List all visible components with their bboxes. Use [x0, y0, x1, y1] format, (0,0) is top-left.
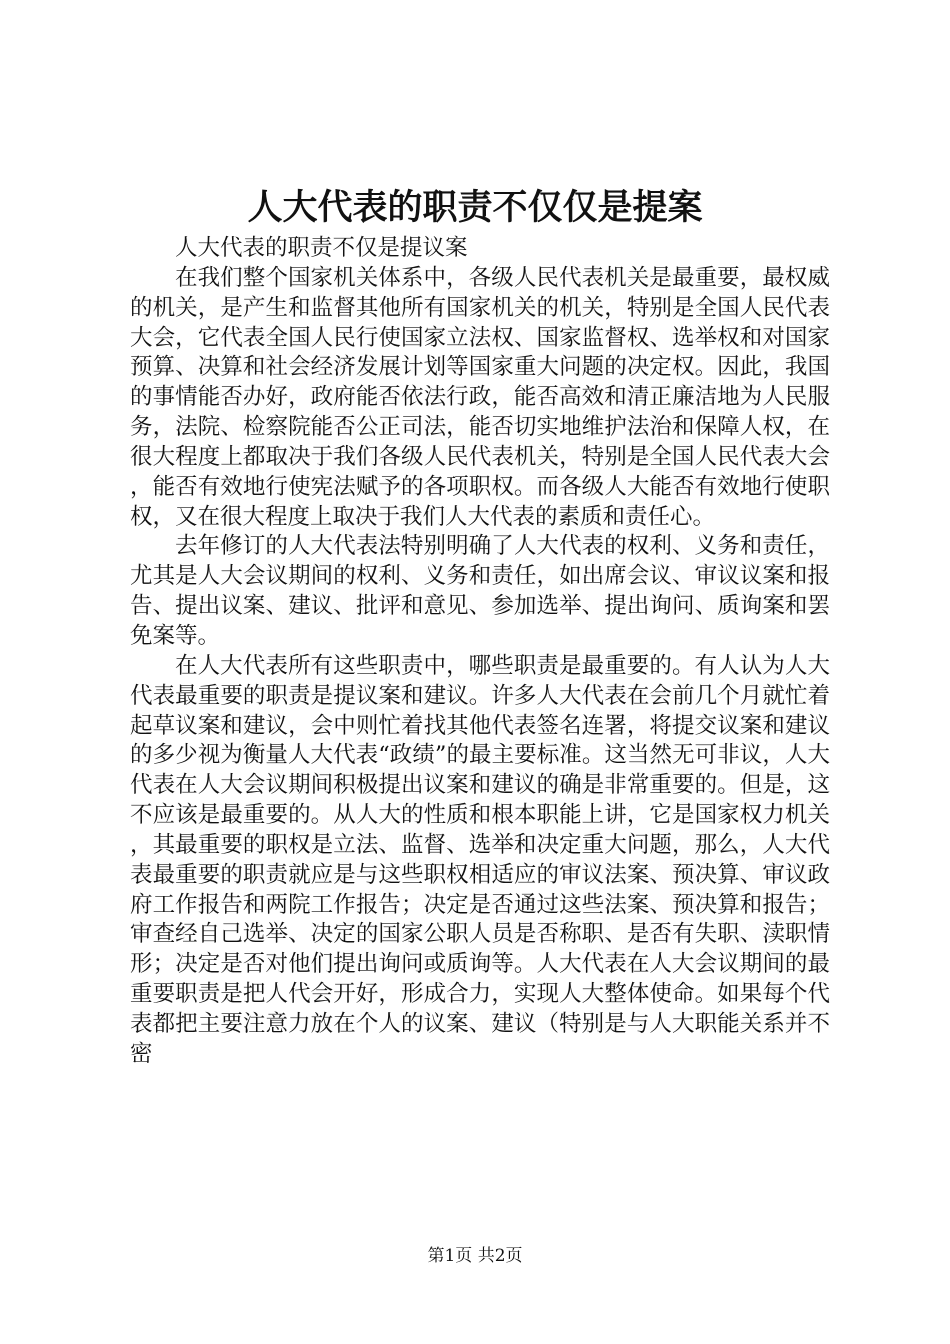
document-title: 人大代表的职责不仅仅是提案	[247, 187, 703, 228]
page-footer	[0, 1244, 950, 1268]
paragraph-subtitle: 人大代表的职责不仅是提议案	[175, 235, 468, 261]
paragraph: 在人大代表所有这些职责中，哪些职责是最重要的。有人认为人大代表最重要的职责是提议案和建议。许多人大代表在会前几个月就忙着起草议案和建议，会中则忙着找其他代表签名连署，将提交议案和建议的多少视为衡量人大代表“政绩”的最主要标准。这当然无可非议，人大代表在人大会议期间积极提出议案和建议的确是非常重要的。但是，这不应该是最重要的。从人大的性质和根本职能上讲，它是国家权力机关，其最重要的职权是立法、监督、选举和决定重大问题，那么，人大代表最重要的职责就应是与这些职权相适应的审议法案、预决算、审议政府工作报告和两院工作报告；决定是否通过这些法案、预决算和报告；审查经自己选举、决定的国家公职人员是否称职、是否有失职、渎职情形；决定是否对他们提出询问或质询等。人大代表在人大会议期间的最重要职责是把人代会开好，形成合力，实现人大整体使命。如果每个代表都把主要注意力放在个人的议案、建议（特别是与人大职能关系并不密	[130, 652, 830, 1067]
paragraph: 在我们整个国家机关体系中，各级人民代表机关是最重要，最权威的机关，是产生和监督其他所有国家机关的机关，特别是全国人民代表大会，它代表全国人民行使国家立法权、国家监督权、选举权和对国家预算、决算和社会经济发展计划等国家重大问题的决定权。因此，我国的事情能否办好，政府能否依法行政，能否高效和清正廉洁地为人民服务，法院、检察院能否公正司法，能否切实地维护法治和保障人权，在很大程度上都取决于我们各级人民代表机关，特别是全国人民代表大会，能否有效地行使宪法赋予的各项职权。而各级人大能否有效地行使职权，又在很大程度上取决于我们人大代表的素质和责任心。	[130, 264, 830, 530]
page-indicator: 第1页 共2页	[427, 1246, 523, 1266]
document-body	[130, 234, 830, 1070]
paragraph: 去年修订的人大代表法特别明确了人大代表的权利、义务和责任，尤其是人大会议期间的权利、义务和责任，如出席会议、审议议案和报告、提出议案、建议、批评和意见、参加选举、提出询问、质询案和罢免案等。	[130, 533, 830, 649]
